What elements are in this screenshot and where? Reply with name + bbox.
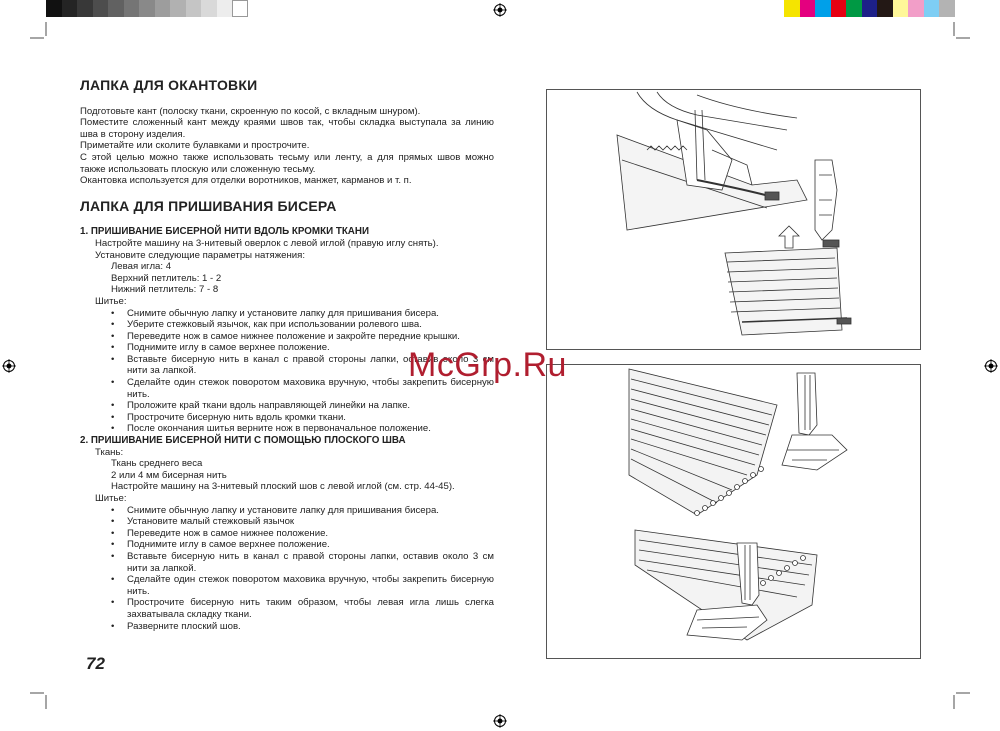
list-item: • Переведите нож в самое нижнее положение. (111, 528, 494, 540)
list-item: • Сделайте один стежок поворотом маховика вручную, чтобы закрепить бисерную нить. (111, 377, 494, 400)
paragraph: Поместите сложенный кант между краями швов так, чтобы складка выступала за линию шва в сторону изделия. (80, 117, 494, 140)
list-item: • После окончания шитья верните нож в первоначальное положение. (111, 423, 494, 435)
sewing-label: Шитье: (95, 493, 127, 504)
figure-beading-foot (546, 364, 921, 659)
piping-foot-illustration (547, 90, 920, 349)
list-item: • Прострочите бисерную нить вдоль кромки ткани. (111, 412, 494, 424)
material-item: Ткань среднего веса (111, 458, 203, 470)
section-title-beading-foot: ЛАПКА ДЛЯ ПРИШИВАНИЯ БИСЕРА (80, 197, 337, 214)
paragraph: Окантовка используется для отделки воротников, манжет, карманов и т. п. (80, 175, 412, 187)
list-item: • Поднимите иглу в самое верхнее положение. (111, 342, 494, 354)
paragraph: Приметайте или сколите булавками и прострочите. (80, 140, 310, 152)
subheading-flatlock-beading: 2. ПРИШИВАНИЕ БИСЕРНОЙ НИТИ С ПОМОЩЬЮ ПЛОСКОГО ШВА (80, 435, 406, 447)
page-number: 72 (86, 654, 105, 673)
paragraph: Установите следующие параметры натяжения: (95, 249, 305, 261)
list-item: • Сделайте один стежок поворотом маховика вручную, чтобы закрепить бисерную нить. (111, 574, 494, 597)
list-item: • Прострочите бисерную нить таким образом, чтобы левая игла лишь слегка захватывала складку ткани. (111, 597, 494, 620)
list-item: • Вставьте бисерную нить в канал с правой стороны лапки, оставив около 3 см нити за лапкой. (111, 354, 494, 377)
beading-foot-illustration (547, 365, 920, 658)
tension-setting: Левая игла: 4 (111, 261, 172, 273)
figure-piping-foot (546, 89, 921, 350)
step-list (80, 505, 494, 633)
list-item: • Вставьте бисерную нить в канал с правой стороны лапки, оставив около 3 см нити за лапкой. (111, 551, 494, 574)
section-title-piping-foot: ЛАПКА ДЛЯ ОКАНТОВКИ (80, 77, 258, 93)
fabric-label: Ткань: (95, 446, 124, 458)
paragraph: Подготовьте кант (полоску ткани, скроенную по косой, с вкладным шнуром). (80, 105, 421, 117)
list-item: • Переведите нож в самое нижнее положение и закройте передние крышки. (111, 331, 494, 343)
subheading-edge-beading: 1. ПРИШИВАНИЕ БИСЕРНОЙ НИТИ ВДОЛЬ КРОМКИ ТКАНИ (80, 226, 369, 238)
material-item: Настройте машину на 3-нитевый плоский шов с левой иглой (см. стр. 44-45). (111, 481, 455, 493)
tension-setting: Верхний петлитель: 1 - 2 (111, 272, 222, 284)
list-item: • Поднимите иглу в самое верхнее положение. (111, 539, 494, 551)
list-item: • Уберите стежковый язычок, как при использовании ролевого шва. (111, 319, 494, 331)
list-item: • Снимите обычную лапку и установите лапку для пришивания бисера. (111, 505, 494, 517)
material-item: 2 или 4 мм бисерная нить (111, 469, 227, 481)
watermark: McGrp.Ru (408, 346, 567, 384)
paragraph: Настройте машину на 3-нитевый оверлок с левой иглой (правую иглу снять). (95, 237, 439, 249)
list-item: • Разверните плоский шов. (111, 621, 494, 633)
list-item: • Снимите обычную лапку и установите лапку для пришивания бисера. (111, 308, 494, 320)
list-item: • Установите малый стежковый язычок (111, 516, 494, 528)
list-item: • Проложите край ткани вдоль направляющей линейки на лапке. (111, 400, 494, 412)
paragraph: С этой целью можно также использовать тесьму или ленту, а для прямых швов можно также использовать плоскую или сложенную тесьму. (80, 151, 494, 175)
sewing-label: Шитье: (95, 295, 127, 307)
tension-setting: Нижний петлитель: 7 - 8 (111, 284, 219, 296)
